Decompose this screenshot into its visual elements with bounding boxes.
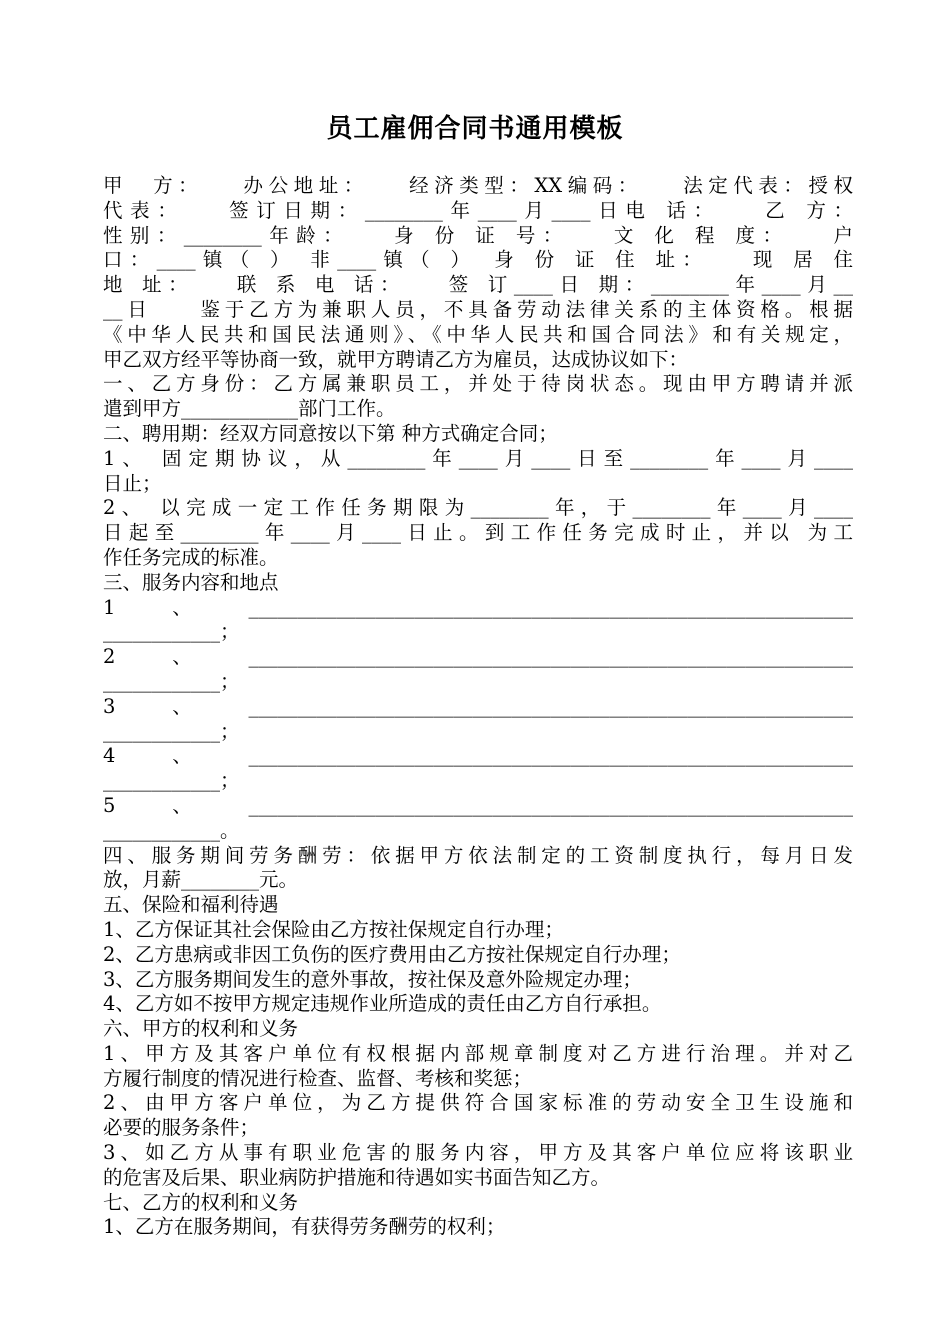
document-title: 员工雇佣合同书通用模板 [326,114,624,144]
document-line: ____________； [103,669,240,693]
document-line: 地 址： 联 系 电 话： 签 订____日 期：________年____月__ [103,273,853,297]
document-body [103,174,853,1240]
document-line: 放，月薪________元。 [103,868,299,892]
document-line: ____________； [103,769,240,793]
document-line: 5、______________________________________________________________ [103,793,853,817]
document-line: 3、如乙方从事有职业危害的服务内容，甲方及其客户单位应将该职业 [103,1141,853,1165]
document-line: 1、甲方及其客户单位有权根据内部规章制度对乙方进行治理。并对乙 [103,1041,853,1065]
document-line: 日止； [103,471,162,495]
document-line: 五、保险和福利待遇 [103,893,279,917]
document-line: 性别：________年龄： 身 份 证 号： 文 化 程 度： 户 [103,223,853,247]
document-line: 六、甲方的权利和义务 [103,1017,299,1041]
document-line: 的危害及后果、职业病防护措施和待遇如实书面告知乙方。 [103,1165,611,1189]
document-line: 3、______________________________________________________________ [103,694,853,718]
document-line: ____________。 [103,818,240,842]
document-line: 七、乙方的权利和义务 [103,1190,299,1214]
document-line: 4、乙方如不按甲方规定违规作业所造成的责任由乙方自行承担。 [103,992,662,1016]
document-line: 甲 方： 办公地址： 经济类型：XX编码： 法定代表：授权 [103,174,853,197]
document-line: 三、服务内容和地点 [103,570,279,594]
document-line: 必要的服务条件； [103,1116,260,1140]
document-line: 遣到甲方____________部门工作。 [103,397,396,421]
document-line: 1、 固定期协议，从________年____月____日至________年____月____ [103,446,853,470]
document-line: 二、聘用期：经双方同意按以下第 种方式确定合同； [103,421,558,445]
document-line: 《中华人民共和国民法通则》、《中华人民共和国合同法》和有关规定， [103,322,853,346]
document-line: 代表： 签订日期：________年____月____日电 话： 乙 方： [103,198,853,222]
document-line: 2、由甲方客户单位，为乙方提供符合国家标准的劳动安全卫生设施和 [103,1091,853,1115]
document-line: 1、乙方保证其社会保险由乙方按社保规定自行办理； [103,917,564,941]
document-line: 2、______________________________________________________________ [103,645,853,669]
document-line: ____________； [103,719,240,743]
document-line: 四、服务期间劳务酬劳：依据甲方依法制定的工资制度执行，每月日发 [103,843,853,867]
document-line: 甲乙双方经平等协商一致，就甲方聘请乙方为雇员，达成协议如下： [103,347,689,371]
document-line: 4、______________________________________________________________ [103,744,853,768]
document-line: 3、乙方服务期间发生的意外事故，按社保及意外险规定办理； [103,967,642,991]
document-line: 2、乙方患病或非因工负伤的医疗费用由乙方按社保规定自行办理； [103,942,681,966]
document-line: 1、乙方在服务期间，有获得劳务酬劳的权利； [103,1215,506,1239]
document-line: 口：____镇（ ） 非____镇（ ） 身 份 证 住 址： 现 居 住 [103,248,853,272]
document-line: ____________； [103,620,240,644]
document-line: 作任务完成的标准。 [103,545,279,569]
document-line: 日起至________年____月____日止。到工作任务完成时止，并以 为工 [103,521,853,545]
document-line: 1、______________________________________________________________ [103,595,853,619]
document-line: __日 鉴于乙方为兼职人员，不具备劳动法律关系的主体资格。根据 [103,297,853,321]
document-line: 2、 以完成一定工作任务期限为________年，于________年____月____ [103,496,853,520]
document-line: 方履行制度的情况进行检查、监督、考核和奖惩； [103,1066,533,1090]
document-line: 一、乙方身份：乙方属兼职员工，并处于待岗状态。现由甲方聘请并派 [103,372,853,396]
